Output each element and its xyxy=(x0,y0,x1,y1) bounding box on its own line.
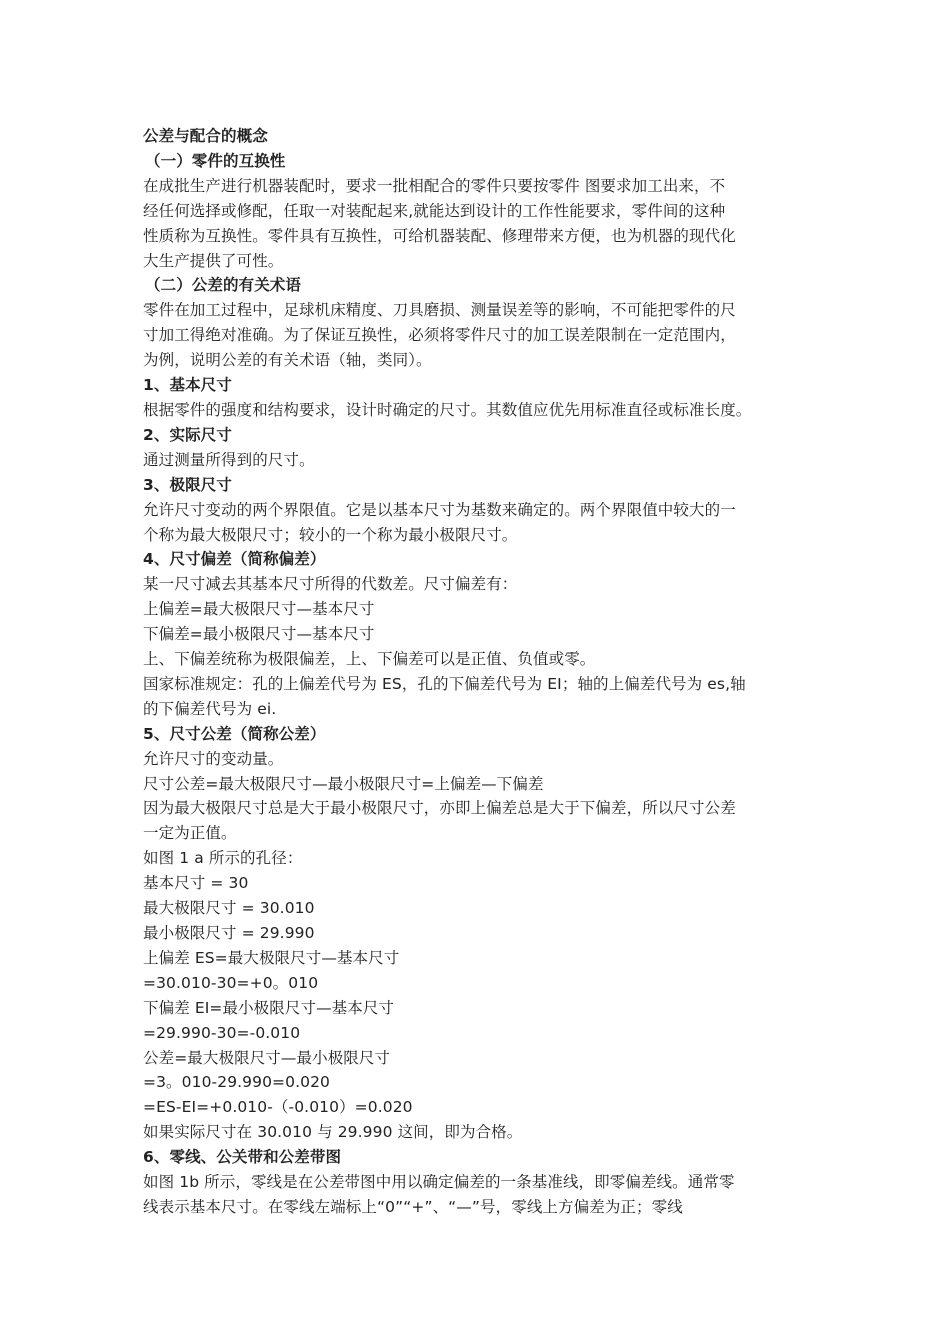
text-line: 最大极限尺寸 = 30.010 xyxy=(143,899,315,918)
section-heading: （二）公差的有关术语 xyxy=(145,276,302,295)
text-line: 下偏差=最小极限尺寸—基本尺寸 xyxy=(143,625,375,644)
text-line: 大生产提供了可性。 xyxy=(143,251,284,270)
text-line: 国家标准规定：孔的上偏差代号为 ES，孔的下偏差代号为 EI；轴的上偏差代号为 es,轴 xyxy=(143,674,746,693)
text-line: 经任何选择或修配，任取一对装配起来,就能达到设计的工作性能要求，零件间的这种 xyxy=(143,201,726,220)
section-heading: 3、极限尺寸 xyxy=(143,475,232,494)
text-line: 尺寸公差=最大极限尺寸—最小极限尺寸=上偏差—下偏差 xyxy=(143,774,544,793)
text-line: =3。010-29.990=0.020 xyxy=(143,1073,331,1092)
text-line: 某一尺寸减去其基本尺寸所得的代数差。尺寸偏差有： xyxy=(143,575,518,594)
section-heading: 6、零线、公关带和公差带图 xyxy=(143,1148,342,1167)
text-line: 如图 1 a 所示的孔径： xyxy=(143,849,303,868)
text-line: =30.010-30=+0。010 xyxy=(143,973,319,992)
section-heading: 公差与配合的概念 xyxy=(143,127,268,145)
text-line: 为例，说明公差的有关术语（轴，类同）。 xyxy=(143,351,432,370)
section-heading: 1、基本尺寸 xyxy=(143,376,232,395)
text-line: 个称为最大极限尺寸；较小的一个称为最小极限尺寸。 xyxy=(143,525,518,544)
section-heading: （一）零件的互换性 xyxy=(145,151,286,170)
text-line: 在成批生产进行机器装配时，要求一批相配合的零件只要按零件 图要求加工出来，不 xyxy=(143,176,726,195)
text-line: 零件在加工过程中，足球机床精度、刀具磨损、测量误差等的影响，不可能把零件的尺 xyxy=(143,301,736,320)
section-heading: 5、尺寸公差（简称公差） xyxy=(143,724,326,743)
text-line: 如果实际尺寸在 30.010 与 29.990 这间，即为合格。 xyxy=(143,1123,523,1142)
text-line: 下偏差 EI=最小极限尺寸—基本尺寸 xyxy=(143,998,395,1017)
document-body xyxy=(143,124,820,1220)
text-line: 寸加工得绝对准确。为了保证互换性，必须将零件尺寸的加工误差限制在一定范围内， xyxy=(143,326,736,345)
text-line: 的下偏差代号为 ei. xyxy=(143,699,277,718)
text-line: 一定为正值。 xyxy=(143,824,237,843)
text-line: 上偏差 ES=最大极限尺寸—基本尺寸 xyxy=(143,948,400,967)
text-line: 允许尺寸变动的两个界限值。它是以基本尺寸为基数来确定的。两个界限值中较大的一 xyxy=(143,500,736,519)
text-line: 允许尺寸的变动量。 xyxy=(143,749,284,768)
text-line: 根据零件的强度和结构要求，设计时确定的尺寸。其数值应优先用标准直径或标准长度。 xyxy=(143,400,752,419)
text-line: 通过测量所得到的尺寸。 xyxy=(143,450,315,469)
text-line: =29.990-30=-0.010 xyxy=(143,1023,301,1042)
text-line: 最小极限尺寸 = 29.990 xyxy=(143,924,315,942)
text-line: 因为最大极限尺寸总是大于最小极限尺寸，亦即上偏差总是大于下偏差，所以尺寸公差 xyxy=(143,799,736,818)
text-line: 性质称为互换性。零件具有互换性，可给机器装配、修理带来方便，也为机器的现代化 xyxy=(143,226,736,245)
text-line: 上、下偏差统称为极限偏差，上、下偏差可以是正值、负值或零。 xyxy=(143,650,596,669)
text-line: 公差=最大极限尺寸—最小极限尺寸 xyxy=(143,1048,391,1067)
text-line: =ES-EI=+0.010-（-0.010）=0.020 xyxy=(143,1098,413,1117)
text-line: 上偏差=最大极限尺寸—基本尺寸 xyxy=(143,600,375,619)
section-heading: 2、实际尺寸 xyxy=(143,425,232,444)
section-heading: 4、尺寸偏差（简称偏差） xyxy=(143,550,326,569)
text-line: 如图 1b 所示，零线是在公差带图中用以确定偏差的一条基准线，即零偏差线。通常零 xyxy=(143,1173,735,1192)
text-line: 线表示基本尺寸。在零线左端标上“0”“+”、“—”号，零线上方偏差为正；零线 xyxy=(143,1197,683,1216)
text-line: 基本尺寸 = 30 xyxy=(143,874,249,893)
